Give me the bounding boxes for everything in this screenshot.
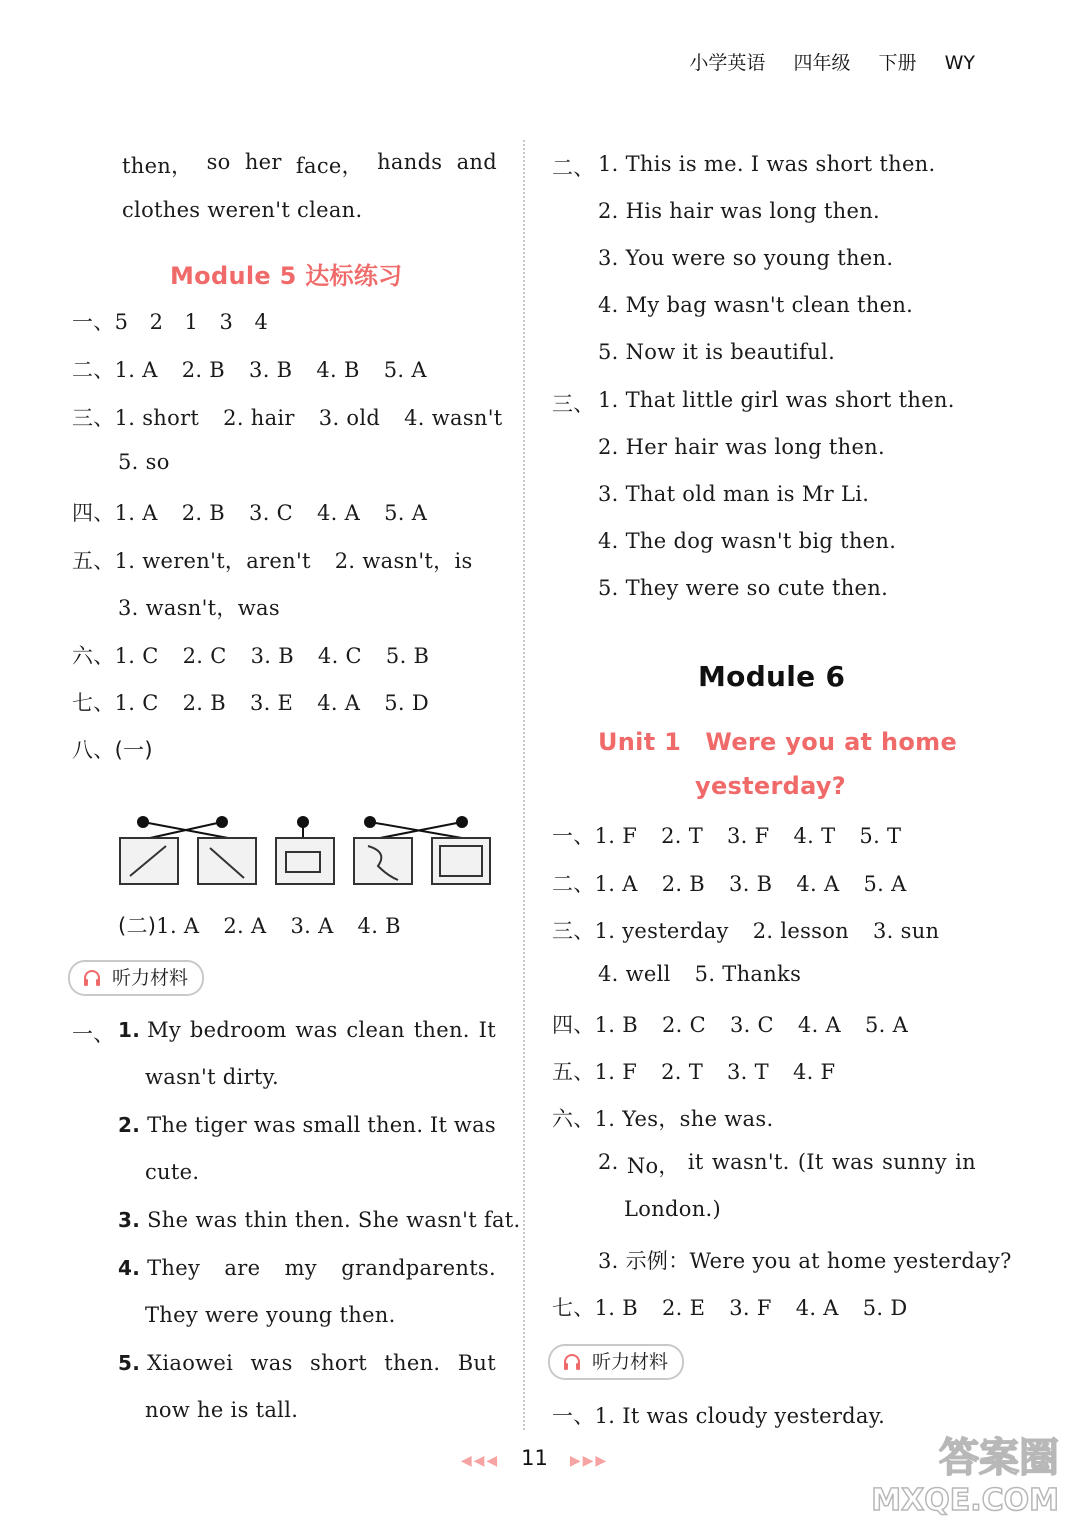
watermark-logo bbox=[869, 1426, 1059, 1526]
intro-line-1 bbox=[122, 150, 497, 180]
picture-truck bbox=[276, 838, 334, 884]
word: my bbox=[284, 1256, 317, 1280]
sec3-item-3: 3. That old man is Mr Li. bbox=[598, 482, 870, 506]
listen-label: 听力材料 bbox=[592, 1351, 669, 1373]
watermark-text-2: MXQE.COM bbox=[871, 1483, 1059, 1518]
word: grandparents. bbox=[341, 1256, 496, 1280]
m6-row-5 bbox=[552, 1056, 859, 1086]
listen-label-row bbox=[72, 1018, 115, 1048]
word: small bbox=[302, 1113, 361, 1137]
answer-item: 2. B bbox=[181, 358, 226, 382]
answer-row-8 bbox=[72, 734, 153, 764]
row-label: 二、 bbox=[552, 156, 595, 180]
answer-item: 4. A bbox=[317, 691, 361, 715]
item-number: 4. bbox=[118, 1256, 141, 1280]
m6-row-1 bbox=[552, 820, 925, 850]
answer-row-7 bbox=[72, 687, 453, 717]
word: (It bbox=[797, 1150, 824, 1174]
row-label: 一、 bbox=[552, 1404, 595, 1428]
answer-row-3 bbox=[72, 402, 503, 432]
item-number: 5. bbox=[118, 1351, 141, 1375]
sentence: She was thin then. She wasn't fat. bbox=[147, 1208, 521, 1232]
word: face， bbox=[295, 154, 363, 178]
header-subject: 小学英语 bbox=[689, 52, 766, 74]
word: sunny bbox=[882, 1150, 947, 1174]
sec3-item-5: 5. They were so cute then. bbox=[598, 576, 889, 600]
answer-item: 3. B bbox=[250, 644, 294, 668]
word: 2. bbox=[598, 1150, 619, 1174]
answer-item: 3. T bbox=[727, 1060, 769, 1084]
listening-material-badge bbox=[68, 960, 204, 996]
watermark-text-1: 答案圈 bbox=[939, 1435, 1059, 1481]
word: was bbox=[250, 1351, 293, 1375]
header-volume: 下册 bbox=[878, 52, 917, 74]
answer-item: 1. A bbox=[156, 914, 200, 938]
sec2-item-3: 3. You were so young then. bbox=[598, 246, 894, 270]
answer-item: 3. C bbox=[249, 501, 294, 525]
answer-item: 1. short bbox=[114, 406, 200, 430]
row-label: 一、 bbox=[72, 310, 115, 334]
word bbox=[118, 1256, 200, 1280]
listening-material-badge bbox=[548, 1344, 684, 1380]
word: was bbox=[295, 1018, 338, 1042]
row-label: (二) bbox=[118, 914, 157, 938]
answer-item: 3. B bbox=[249, 358, 293, 382]
answer-item: 4. F bbox=[792, 1060, 836, 1084]
answer-item: 2. lesson bbox=[752, 919, 850, 943]
sec2-item-2: 2. His hair was long then. bbox=[598, 199, 881, 223]
m6-row-3-cont bbox=[598, 962, 825, 986]
listen-item-5-line-1 bbox=[118, 1351, 496, 1375]
answer-item: 1. A bbox=[114, 501, 158, 525]
answer-item: 3. F bbox=[729, 1296, 772, 1320]
sec2-item-5: 5. Now it is beautiful. bbox=[598, 340, 836, 364]
module5-title: Module 5 达标练习 bbox=[170, 262, 403, 290]
answer-item: 3. E bbox=[249, 691, 294, 715]
answer-item: 4. B bbox=[357, 914, 401, 938]
item-number: 1. bbox=[118, 1018, 141, 1042]
row-label: 一、 bbox=[552, 824, 595, 848]
row-label: 三、 bbox=[72, 406, 115, 430]
row-label: 二、 bbox=[72, 358, 115, 382]
word: short bbox=[310, 1351, 367, 1375]
word: then. bbox=[367, 1113, 424, 1137]
module6-title: Module 6 bbox=[698, 660, 846, 693]
answer-item: 5. Thanks bbox=[694, 962, 802, 986]
answer-row-5-cont: 3. wasn't，was bbox=[118, 596, 280, 620]
answer-item: 4. A bbox=[317, 501, 361, 525]
sec3-item-4: 4. The dog wasn't big then. bbox=[598, 529, 897, 553]
row-label: 五、 bbox=[72, 549, 115, 573]
answer-item: 1. A bbox=[114, 358, 158, 382]
answer-row-6 bbox=[72, 640, 453, 670]
headphones-icon bbox=[82, 968, 102, 988]
word: It bbox=[429, 1113, 448, 1137]
row-label: 三、 bbox=[552, 919, 595, 943]
answer-item: 2. C bbox=[182, 644, 227, 668]
listen-label: 听力材料 bbox=[112, 967, 189, 989]
listen-item-3-line-1 bbox=[118, 1208, 521, 1232]
answer-item: 1. C bbox=[114, 691, 159, 715]
answer-item: 1. B bbox=[594, 1296, 638, 1320]
answer-item: 4. B bbox=[316, 358, 360, 382]
listen-item-1-line-2: wasn't dirty. bbox=[145, 1065, 279, 1089]
sec3-item-2: 2. Her hair was long then. bbox=[598, 435, 885, 459]
answer-item: 5. D bbox=[384, 691, 430, 715]
row-label: 四、 bbox=[72, 501, 115, 525]
m6-row-6-item-2-cont: London.) bbox=[624, 1197, 721, 1221]
word: then. bbox=[413, 1018, 470, 1042]
word: then. bbox=[384, 1351, 441, 1375]
item-number: 3. bbox=[118, 1208, 141, 1232]
answer-item: 2. T bbox=[661, 824, 704, 848]
sec2-item-4: 4. My bag wasn't clean then. bbox=[598, 293, 914, 317]
matching-diagram bbox=[110, 780, 510, 900]
m6-row-6-item-2 bbox=[598, 1150, 976, 1180]
m6-row-2 bbox=[552, 868, 931, 898]
m6-row-4 bbox=[552, 1009, 932, 1039]
answer-item: 5. D bbox=[862, 1296, 908, 1320]
word: hands bbox=[377, 150, 443, 174]
m6-row-7 bbox=[552, 1292, 932, 1322]
sentence: 1. It was cloudy yesterday. bbox=[594, 1404, 886, 1428]
sec2-item-1: 1. This is me. I was short then. bbox=[598, 152, 936, 176]
answer-item: 1. yesterday bbox=[594, 919, 729, 943]
word: My bbox=[147, 1018, 182, 1042]
answer-item: 5. A bbox=[865, 1013, 909, 1037]
row-label: 七、 bbox=[552, 1296, 595, 1320]
answer-item: 3. A bbox=[290, 914, 334, 938]
word bbox=[118, 1113, 188, 1137]
word: wasn't. bbox=[711, 1150, 790, 1174]
listen-item-2-line-2: cute. bbox=[145, 1160, 200, 1184]
word: tiger bbox=[194, 1113, 248, 1137]
row-label: 六、 bbox=[72, 644, 115, 668]
answer-item: 4. C bbox=[317, 644, 362, 668]
answer-item: 4. A bbox=[796, 872, 840, 896]
answer-item: 2. A bbox=[223, 914, 267, 938]
answer-row-2 bbox=[72, 354, 451, 384]
word: The bbox=[147, 1113, 188, 1137]
answer-item: 2. B bbox=[182, 691, 226, 715]
answer-row-3-cont: 5. so bbox=[118, 450, 170, 474]
row-label: 三、 bbox=[552, 392, 595, 416]
sec2-label bbox=[552, 152, 595, 182]
listen-item-4-line-1 bbox=[118, 1256, 496, 1280]
answer-item: 1. F bbox=[594, 1060, 638, 1084]
sec3-item-1: 1. That little girl was short then. bbox=[598, 388, 955, 412]
word: are bbox=[224, 1256, 261, 1280]
word: It bbox=[478, 1018, 496, 1042]
row-text: (一) bbox=[114, 738, 153, 762]
answer-row-1 bbox=[72, 306, 268, 336]
row-text: 5 2 1 3 4 bbox=[114, 310, 269, 334]
row-label: 一、 bbox=[72, 1022, 115, 1046]
answer-item: 2. wasn't，is bbox=[334, 549, 473, 573]
column-divider bbox=[523, 140, 525, 1430]
word: But bbox=[457, 1351, 496, 1375]
answer-item: 1. B bbox=[594, 1013, 638, 1037]
answer-item: 5. A bbox=[863, 872, 907, 896]
answer-item: 4. A bbox=[797, 1013, 841, 1037]
right-arrows-icon: ▶▶▶ bbox=[569, 1453, 609, 1469]
word: No， bbox=[626, 1154, 680, 1178]
page-header bbox=[667, 48, 975, 75]
sec3-label bbox=[552, 388, 595, 418]
row-label: 五、 bbox=[552, 1060, 595, 1084]
m6-row-6 bbox=[552, 1103, 773, 1133]
word: clean bbox=[346, 1018, 405, 1042]
m6-listen-row-1 bbox=[552, 1400, 885, 1430]
word: bedroom bbox=[189, 1018, 287, 1042]
part2-row bbox=[118, 910, 425, 940]
answer-item: 2. hair bbox=[223, 406, 295, 430]
answer-row-5 bbox=[72, 545, 473, 575]
header-edition: WY bbox=[944, 52, 975, 74]
word: was bbox=[453, 1113, 496, 1137]
answer-item: 4. wasn't bbox=[404, 406, 503, 430]
answer-item: 1. Yes，she was. bbox=[594, 1107, 774, 1131]
answer-item: 2. T bbox=[661, 1060, 704, 1084]
picture-axe bbox=[198, 838, 256, 884]
answer-item: 1. F bbox=[594, 824, 638, 848]
answer-item: 3. F bbox=[727, 824, 770, 848]
word: it bbox=[687, 1150, 704, 1174]
answer-item: 3. sun bbox=[873, 919, 940, 943]
answer-item: 5. T bbox=[859, 824, 902, 848]
answer-item: 4. A bbox=[795, 1296, 839, 1320]
answer-item: 4. well bbox=[598, 962, 671, 986]
answer-item: 5. B bbox=[385, 644, 430, 668]
headphones-icon bbox=[562, 1352, 582, 1372]
row-label: 八、 bbox=[72, 738, 115, 762]
answer-item: 1. C bbox=[114, 644, 159, 668]
answer-row-4 bbox=[72, 497, 451, 527]
answer-item: 5. A bbox=[383, 358, 427, 382]
unit-title-line-1: Unit 1 Were you at home bbox=[598, 728, 958, 756]
answer-item: 2. E bbox=[661, 1296, 706, 1320]
word: so bbox=[206, 150, 231, 174]
answer-item: 2. B bbox=[661, 872, 706, 896]
word: and bbox=[456, 150, 497, 174]
answer-item: 1. weren't，aren't bbox=[114, 549, 311, 573]
m6-row-3 bbox=[552, 915, 963, 945]
header-grade: 四年级 bbox=[793, 52, 851, 74]
answer-item: 4. T bbox=[793, 824, 836, 848]
picture-scarf bbox=[354, 838, 412, 884]
listen-item-5-line-2: now he is tall. bbox=[145, 1398, 299, 1422]
listen-item-4-line-2: They were young then. bbox=[145, 1303, 396, 1327]
word bbox=[118, 1351, 233, 1375]
word: was bbox=[253, 1113, 296, 1137]
answer-item: 1. A bbox=[594, 872, 638, 896]
word: then， bbox=[122, 154, 193, 178]
word: was bbox=[831, 1150, 874, 1174]
left-arrows-icon: ◀◀◀ bbox=[460, 1453, 500, 1469]
word bbox=[118, 1018, 181, 1042]
answer-item: 3. C bbox=[729, 1013, 774, 1037]
page-number: 11 bbox=[521, 1446, 548, 1470]
listen-item-1-line-1 bbox=[118, 1018, 496, 1042]
word: in bbox=[955, 1150, 976, 1174]
row-label: 六、 bbox=[552, 1107, 595, 1131]
row-label: 二、 bbox=[552, 872, 595, 896]
item-number: 2. bbox=[118, 1113, 141, 1137]
intro-line-2: clothes weren't clean. bbox=[122, 198, 363, 222]
word: They bbox=[147, 1256, 201, 1280]
m6-row-6-item-3: 3. 示例：Were you at home yesterday? bbox=[598, 1249, 1012, 1273]
answer-item: 2. B bbox=[181, 501, 226, 525]
answer-item: 2. C bbox=[661, 1013, 706, 1037]
answer-item: 5. A bbox=[384, 501, 428, 525]
word: Xiaowei bbox=[147, 1351, 234, 1375]
answer-item: 3. B bbox=[729, 872, 773, 896]
word: her bbox=[244, 150, 282, 174]
answer-item: 3. old bbox=[318, 406, 381, 430]
unit-title-line-2: yesterday? bbox=[695, 772, 846, 800]
row-label: 七、 bbox=[72, 691, 115, 715]
listen-item-2-line-1 bbox=[118, 1113, 496, 1137]
row-label: 四、 bbox=[552, 1013, 595, 1037]
